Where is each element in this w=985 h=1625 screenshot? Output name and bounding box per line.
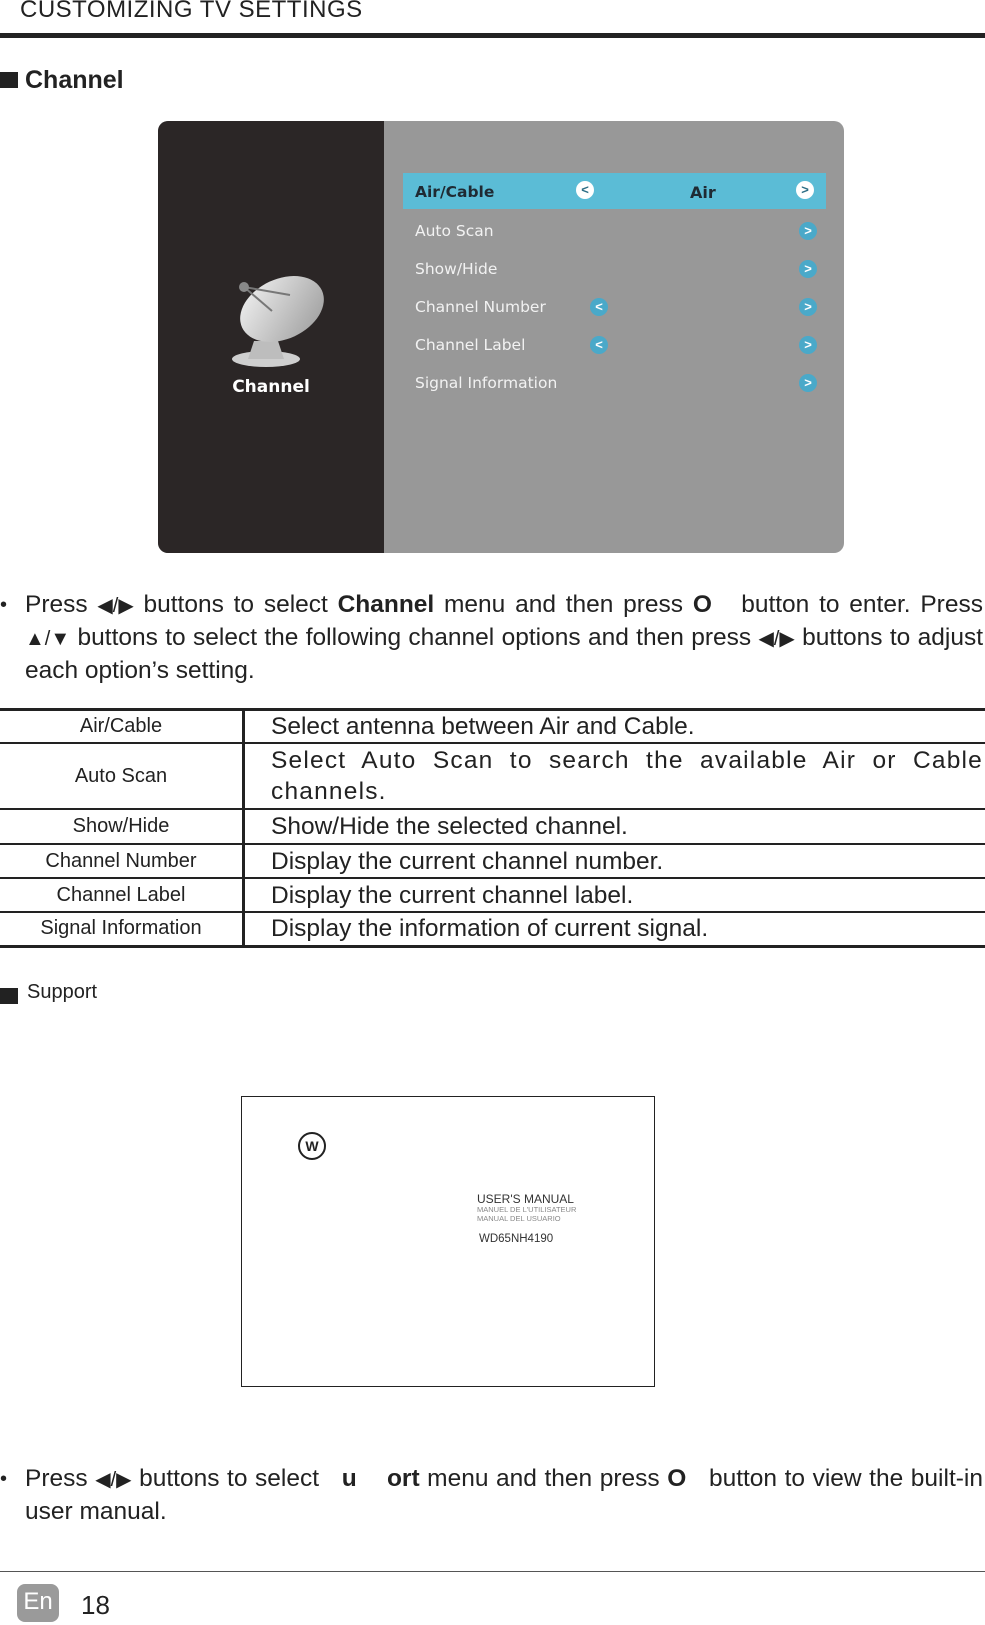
ok-button-label: O bbox=[692, 591, 712, 618]
tv-menu-item-signal-information bbox=[403, 365, 826, 403]
language-badge: En bbox=[17, 1584, 59, 1622]
tv-menu-item-label: Air/Cable bbox=[415, 183, 495, 201]
table-cell-description: Display the information of current signal. bbox=[271, 915, 709, 943]
brand-logo-icon: W bbox=[298, 1132, 326, 1160]
tv-menu-item-value: Air bbox=[690, 183, 716, 202]
instruction-bold-text: ort bbox=[386, 1465, 420, 1492]
chevron-right-icon: > bbox=[796, 181, 814, 199]
chevron-right-icon: > bbox=[799, 374, 817, 392]
table-cell-option: Signal Information bbox=[0, 912, 244, 946]
table-cell-option: Channel Number bbox=[0, 844, 244, 878]
page-number: 18 bbox=[81, 1590, 110, 1620]
section-marker-icon bbox=[0, 72, 18, 88]
section-title-support: Support bbox=[27, 981, 98, 1003]
manual-subtitle-es: MANUAL DEL USUARIO bbox=[477, 1214, 561, 1223]
instruction-text: buttons to select bbox=[143, 591, 328, 618]
manual-subtitle-fr: MANUEL DE L'UTILISATEUR bbox=[477, 1205, 577, 1214]
tv-menu-list bbox=[403, 173, 826, 403]
instruction-text: button to enter. bbox=[741, 591, 911, 618]
chevron-right-icon: > bbox=[799, 222, 817, 240]
left-right-arrows-icon: ◀/▶ bbox=[97, 595, 134, 617]
instruction-paragraph-channel bbox=[0, 589, 983, 687]
page-header-title: CUSTOMIZING TV SETTINGS bbox=[20, 0, 363, 23]
section-marker-icon bbox=[0, 988, 18, 1004]
instruction-text: buttons to select the following channel options and then press bbox=[77, 624, 752, 651]
table-cell-option: Auto Scan bbox=[0, 743, 244, 809]
instruction-bold-text: u bbox=[341, 1465, 357, 1492]
manual-title: USER'S MANUAL bbox=[477, 1192, 574, 1206]
tv-menu-item-label: Show/Hide bbox=[415, 260, 498, 278]
table-row bbox=[0, 743, 985, 809]
instruction-text: buttons to select bbox=[139, 1465, 320, 1492]
tv-menu-left-panel bbox=[158, 121, 384, 553]
table-cell-description: Display the current channel label. bbox=[271, 881, 634, 909]
instruction-paragraph-support bbox=[0, 1463, 983, 1528]
tv-menu-item-label: Signal Information bbox=[415, 374, 558, 392]
instruction-text: buttons to adjust each option’s setting. bbox=[25, 624, 984, 684]
instruction-text: Press bbox=[920, 591, 983, 618]
tv-menu-item-label: Channel Label bbox=[415, 336, 526, 354]
left-right-arrows-icon: ◀/▶ bbox=[95, 1469, 132, 1491]
table-row bbox=[0, 878, 985, 912]
section-title-channel: Channel bbox=[25, 66, 124, 94]
tv-menu-caption: Channel bbox=[232, 377, 310, 397]
table-row bbox=[0, 809, 985, 844]
tv-menu-item-show-hide bbox=[403, 251, 826, 289]
table-cell-description: Display the current channel number. bbox=[271, 847, 664, 875]
satellite-dish-icon bbox=[214, 269, 334, 369]
left-right-arrows-icon: ◀/▶ bbox=[758, 628, 795, 650]
table-cell-description: Show/Hide the selected channel. bbox=[271, 813, 628, 840]
instruction-bold-text: Channel bbox=[337, 591, 435, 618]
tv-menu-item-channel-number bbox=[403, 289, 826, 327]
chevron-right-icon: > bbox=[799, 336, 817, 354]
bullet: • bbox=[0, 1468, 8, 1490]
table-cell-description: Select antenna between Air and Cable. bbox=[271, 713, 695, 740]
header-rule bbox=[0, 33, 985, 38]
table-cell-option: Channel Label bbox=[0, 878, 244, 912]
chevron-left-icon: < bbox=[590, 336, 608, 354]
tv-menu-item-label: Auto Scan bbox=[415, 222, 494, 240]
tv-menu-item-air-cable bbox=[403, 173, 826, 209]
tv-menu-item-label: Channel Number bbox=[415, 298, 546, 316]
channel-options-table bbox=[0, 708, 985, 948]
chevron-left-icon: < bbox=[590, 298, 608, 316]
tv-menu-item-auto-scan bbox=[403, 213, 826, 251]
ok-button-label: O bbox=[667, 1465, 687, 1492]
instruction-text: Press bbox=[25, 591, 88, 618]
table-cell-option: Show/Hide bbox=[0, 809, 244, 844]
table-row bbox=[0, 844, 985, 878]
table-cell-description: Select Auto Scan to search the available Air or Cable channels. bbox=[271, 747, 983, 805]
tv-menu-screenshot bbox=[158, 121, 844, 553]
table-cell-option: Air/Cable bbox=[0, 710, 244, 744]
instruction-text: menu and then press bbox=[427, 1465, 660, 1492]
chevron-left-icon: < bbox=[576, 181, 594, 199]
instruction-text: menu and then press bbox=[444, 591, 684, 618]
up-down-arrows-icon: ▲/▼ bbox=[25, 628, 71, 650]
manual-model-number: WD65NH4190 bbox=[479, 1233, 554, 1245]
bullet: • bbox=[0, 594, 8, 616]
footer-rule bbox=[0, 1571, 985, 1572]
user-manual-cover bbox=[241, 1096, 655, 1387]
table-row bbox=[0, 710, 985, 744]
chevron-right-icon: > bbox=[799, 260, 817, 278]
chevron-right-icon: > bbox=[799, 298, 817, 316]
instruction-text: Press bbox=[25, 1465, 88, 1492]
tv-menu-item-channel-label bbox=[403, 327, 826, 365]
table-row bbox=[0, 912, 985, 946]
instruction-text: button to view the built-in user manual. bbox=[25, 1465, 983, 1525]
